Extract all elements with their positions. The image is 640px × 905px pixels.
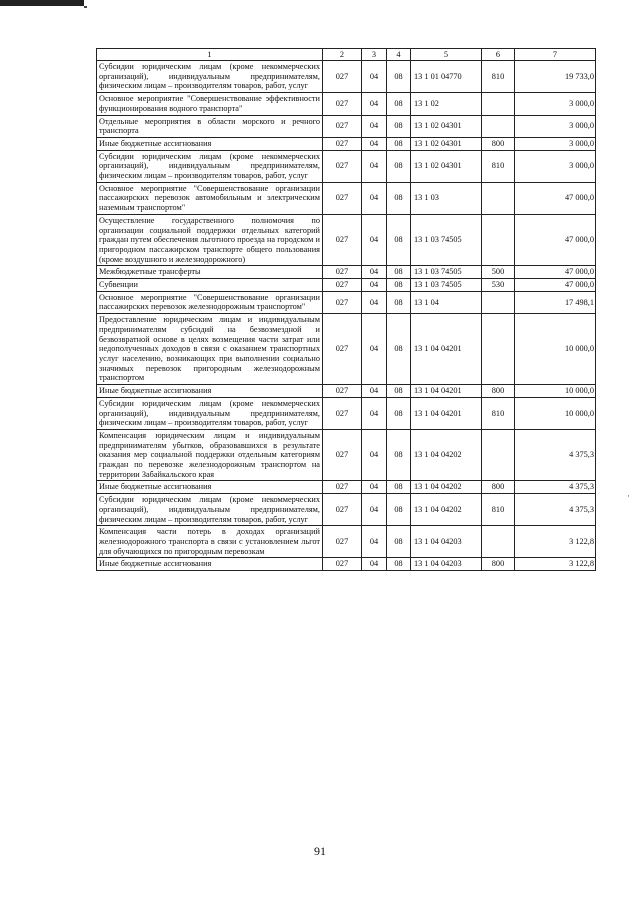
row-code: 13 1 02 04301	[411, 115, 482, 137]
row-col-6	[482, 93, 515, 115]
row-col-3: 04	[362, 182, 387, 214]
row-amount: 47 000,0	[515, 279, 596, 292]
row-col-6	[482, 115, 515, 137]
row-code: 13 1 03	[411, 182, 482, 214]
table-row	[97, 61, 596, 93]
row-col-2: 027	[323, 266, 362, 279]
row-amount: 10 000,0	[515, 314, 596, 385]
row-col-2: 027	[323, 279, 362, 292]
row-col-6: 810	[482, 397, 515, 429]
row-code: 13 1 04 04201	[411, 397, 482, 429]
row-col-2: 027	[323, 61, 362, 93]
row-amount: 3 000,0	[515, 137, 596, 150]
row-col-3: 04	[362, 137, 387, 150]
row-col-4: 08	[387, 429, 411, 481]
table-row	[97, 397, 596, 429]
table-row	[97, 137, 596, 150]
row-amount: 3 000,0	[515, 93, 596, 115]
row-col-6: 810	[482, 494, 515, 526]
row-col-4: 08	[387, 558, 411, 571]
row-amount: 47 000,0	[515, 182, 596, 214]
row-col-3: 04	[362, 61, 387, 93]
row-col-6	[482, 291, 515, 313]
row-code: 13 1 02 04301	[411, 150, 482, 182]
row-col-4: 08	[387, 93, 411, 115]
table-row	[97, 385, 596, 398]
row-col-4: 08	[387, 115, 411, 137]
row-col-3: 04	[362, 385, 387, 398]
page-number: 91	[314, 844, 326, 858]
row-col-6: 500	[482, 266, 515, 279]
row-col-6	[482, 314, 515, 385]
row-code: 13 1 04 04203	[411, 558, 482, 571]
table-body	[97, 61, 596, 571]
row-col-2: 027	[323, 385, 362, 398]
row-col-3: 04	[362, 93, 387, 115]
row-col-2: 027	[323, 314, 362, 385]
row-amount: 17 498,1	[515, 291, 596, 313]
row-col-4: 08	[387, 266, 411, 279]
row-amount: 4 375,3	[515, 494, 596, 526]
table-row	[97, 150, 596, 182]
row-amount: 47 000,0	[515, 214, 596, 266]
row-name: Субсидии юридическим лицам (кроме некоммерческих организаций), индивидуальным предпринимателям, физическим лицам – производителям товаров, работ, услуг	[97, 397, 323, 429]
row-col-6: 800	[482, 558, 515, 571]
row-col-4: 08	[387, 182, 411, 214]
row-col-6: 800	[482, 385, 515, 398]
row-amount: 10 000,0	[515, 397, 596, 429]
table-row	[97, 481, 596, 494]
row-code: 13 1 03 74505	[411, 266, 482, 279]
scan-corner-mark	[0, 0, 84, 6]
row-amount: 3 122,8	[515, 558, 596, 571]
row-name: Компенсация части потерь в доходах организаций железнодорожного транспорта в связи с установлением льгот для обучающихся по пригородным перевозкам	[97, 526, 323, 558]
row-col-4: 08	[387, 291, 411, 313]
row-name: Отдельные мероприятия в области морского и речного транспорта	[97, 115, 323, 137]
row-code: 13 1 04 04202	[411, 481, 482, 494]
row-name: Субсидии юридическим лицам (кроме некоммерческих организаций), индивидуальным предпринимателям, физическим лицам – производителям товаров, работ, услуг	[97, 61, 323, 93]
row-name: Основное мероприятие "Совершенствование организации пассажирских перевозок автомобильным и электрическим наземным транспортом"	[97, 182, 323, 214]
table-row	[97, 115, 596, 137]
header-col-6: 6	[482, 49, 515, 61]
header-col-2: 2	[323, 49, 362, 61]
row-name: Компенсация юридическим лицам и индивидуальным предпринимателям убытков, образовавшихся в результате оказания мер социальной поддержки отдельным категориям граждан по перевозке железнодорожным транспортом на территории Забайкальского края	[97, 429, 323, 481]
row-col-3: 04	[362, 494, 387, 526]
row-name: Иные бюджетные ассигнования	[97, 481, 323, 494]
row-col-6	[482, 214, 515, 266]
header-col-4: 4	[387, 49, 411, 61]
row-code: 13 1 04 04203	[411, 526, 482, 558]
row-name: Субсидии юридическим лицам (кроме некоммерческих организаций), индивидуальным предпринимателям, физическим лицам – производителям товаров, работ, услуг	[97, 150, 323, 182]
row-col-2: 027	[323, 429, 362, 481]
row-code: 13 1 04 04201	[411, 385, 482, 398]
row-amount: 3 000,0	[515, 150, 596, 182]
row-col-3: 04	[362, 481, 387, 494]
row-col-4: 08	[387, 137, 411, 150]
header-col-7: 7	[515, 49, 596, 61]
row-col-3: 04	[362, 314, 387, 385]
row-code: 13 1 01 04770	[411, 61, 482, 93]
table-row	[97, 494, 596, 526]
table-row	[97, 558, 596, 571]
row-col-3: 04	[362, 150, 387, 182]
row-amount: 3 000,0	[515, 115, 596, 137]
row-name: Иные бюджетные ассигнования	[97, 137, 323, 150]
row-col-3: 04	[362, 558, 387, 571]
row-col-6	[482, 526, 515, 558]
budget-table	[96, 48, 596, 571]
row-col-2: 027	[323, 214, 362, 266]
header-col-3: 3	[362, 49, 387, 61]
table-row	[97, 279, 596, 292]
row-amount: 10 000,0	[515, 385, 596, 398]
row-col-4: 08	[387, 214, 411, 266]
row-code: 13 1 04 04202	[411, 494, 482, 526]
row-col-2: 027	[323, 397, 362, 429]
row-amount: 4 375,3	[515, 429, 596, 481]
table-row	[97, 182, 596, 214]
row-col-4: 08	[387, 481, 411, 494]
table-row	[97, 314, 596, 385]
row-col-3: 04	[362, 397, 387, 429]
table-row	[97, 93, 596, 115]
row-amount: 47 000,0	[515, 266, 596, 279]
row-col-6: 530	[482, 279, 515, 292]
row-col-6	[482, 429, 515, 481]
table-row	[97, 266, 596, 279]
row-col-4: 08	[387, 279, 411, 292]
row-col-2: 027	[323, 558, 362, 571]
table-row	[97, 429, 596, 481]
row-col-6: 800	[482, 137, 515, 150]
row-code: 13 1 04 04202	[411, 429, 482, 481]
table-row	[97, 214, 596, 266]
header-col-5: 5	[411, 49, 482, 61]
row-amount: 19 733,0	[515, 61, 596, 93]
table-row	[97, 291, 596, 313]
row-col-4: 08	[387, 397, 411, 429]
row-code: 13 1 03 74505	[411, 279, 482, 292]
header-row	[97, 49, 596, 61]
row-col-2: 027	[323, 182, 362, 214]
row-col-2: 027	[323, 137, 362, 150]
row-code: 13 1 04	[411, 291, 482, 313]
row-name: Иные бюджетные ассигнования	[97, 385, 323, 398]
row-code: 13 1 04 04201	[411, 314, 482, 385]
row-col-3: 04	[362, 279, 387, 292]
row-col-4: 08	[387, 314, 411, 385]
row-col-4: 08	[387, 494, 411, 526]
row-col-3: 04	[362, 429, 387, 481]
row-name: Субсидии юридическим лицам (кроме некоммерческих организаций), индивидуальным предпринимателям, физическим лицам – производителям товаров, работ, услуг	[97, 494, 323, 526]
row-name: Основное мероприятие "Совершенствование эффективности функционирования водного транспорта"	[97, 93, 323, 115]
row-col-2: 027	[323, 93, 362, 115]
row-name: Иные бюджетные ассигнования	[97, 558, 323, 571]
row-name: Осуществление государственного полномочия по организации социальной поддержки отдельных категорий граждан путем обеспечения льготного проезда на городском и пригородном пассажирском транспорте общего пользования (кроме воздушного и железнодорожного)	[97, 214, 323, 266]
row-col-6: 810	[482, 150, 515, 182]
row-code: 13 1 03 74505	[411, 214, 482, 266]
row-col-2: 027	[323, 115, 362, 137]
row-amount: 4 375,3	[515, 481, 596, 494]
row-code: 13 1 02 04301	[411, 137, 482, 150]
row-col-4: 08	[387, 526, 411, 558]
row-col-6	[482, 182, 515, 214]
row-col-6: 800	[482, 481, 515, 494]
row-col-6: 810	[482, 61, 515, 93]
row-col-2: 027	[323, 494, 362, 526]
row-name: Предоставление юридическим лицам и индивидуальным предпринимателям субсидий на безвозмездной и безвозвратной основе в целях возмещения части затрат или недополученных доходов в связи с оказанием транспортных услуг населению, возникающих при выполнении социально значимых перевозок пригородным железнодорожным транспортом	[97, 314, 323, 385]
row-col-2: 027	[323, 526, 362, 558]
row-col-2: 027	[323, 481, 362, 494]
row-col-3: 04	[362, 266, 387, 279]
row-code: 13 1 02	[411, 93, 482, 115]
header-col-1: 1	[97, 49, 323, 61]
row-col-4: 08	[387, 385, 411, 398]
margin-mark: ·	[627, 491, 630, 501]
row-col-2: 027	[323, 150, 362, 182]
row-name: Основное мероприятие "Совершенствование организации пассажирских перевозок железнодорожным транспортом"	[97, 291, 323, 313]
table-row	[97, 526, 596, 558]
row-col-3: 04	[362, 526, 387, 558]
row-col-3: 04	[362, 214, 387, 266]
row-col-4: 08	[387, 150, 411, 182]
row-amount: 3 122,8	[515, 526, 596, 558]
row-name: Субвенции	[97, 279, 323, 292]
row-col-2: 027	[323, 291, 362, 313]
scan-corner-line	[84, 6, 87, 8]
row-name: Межбюджетные трансферты	[97, 266, 323, 279]
row-col-4: 08	[387, 61, 411, 93]
row-col-3: 04	[362, 291, 387, 313]
row-col-3: 04	[362, 115, 387, 137]
